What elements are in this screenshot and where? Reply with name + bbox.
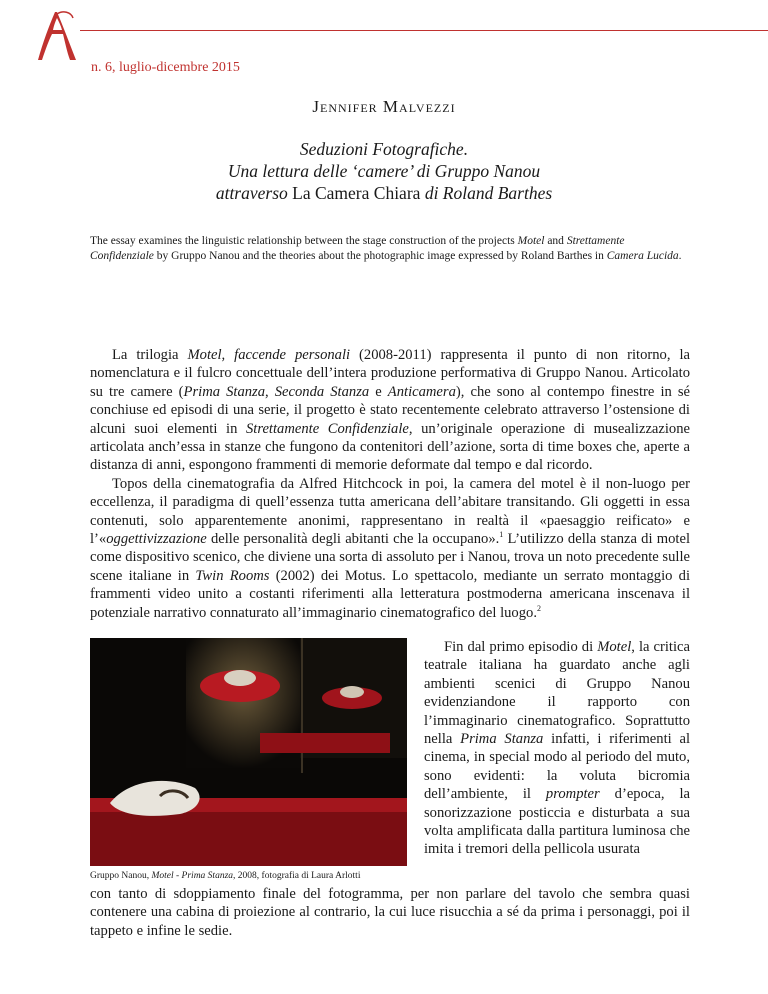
abstract-italic: Camera Lucida — [606, 250, 679, 262]
stage-photo — [90, 638, 407, 866]
footnote-ref[interactable]: 2 — [536, 603, 541, 613]
text: con tanto di sdoppiamento finale del fotogramma, per non parlare del tavolo che sembra quasi contenere una cabina di proiezione al contrario, la cui luce risucchia a sé da prima i personaggi, poi il tappeto e infine le sedie. — [90, 886, 690, 939]
header-rule — [80, 30, 768, 31]
text: , la critica teatrale italiana ha guardato anche agli ambienti scenici di Gruppo Nanou evidenziandone il rapporto con l’immaginario cinematografico. Soprattutto nella — [424, 639, 690, 748]
title-line-3-a: attraverso — [215, 183, 288, 203]
paragraph-3-tail — [90, 885, 690, 940]
text: infatti, i riferimenti al cinema, in special modo al periodo del muto, sono evidenti: la voluta bicromia dell’ambiente, il — [424, 731, 690, 803]
footnote-ref[interactable]: 1 — [499, 530, 504, 540]
figure-caption — [90, 871, 360, 881]
title-line-3 — [0, 182, 768, 204]
text: d’epoca, la sonorizzazione posticcia e disturbata a sua volta amplificata dalla partitura luminosa che imita i tremori della pellicola usurata — [424, 786, 690, 858]
paragraph-3-wrap — [424, 638, 690, 859]
journal-logo-icon — [35, 8, 79, 62]
text: , un’originale operazione di musealizzazione articolata anch’essa in stanze che fungono da contenitori dell’azione, sorta di time boxes che, aperte a distanza di anni, espongono frammenti di memorie deformate dal tempo e dal ricordo. — [90, 420, 690, 474]
text-italic: Seconda Stanza — [274, 383, 370, 400]
paragraph-1 — [90, 346, 690, 475]
caption-italic: Motel - Prima Stanza — [151, 871, 234, 881]
text-italic: Prima Stanza — [460, 731, 544, 748]
abstract-italic: Strettamente Confidenziale — [90, 235, 625, 262]
abstract-text: The essay examines the linguistic relationship between the stage construction of the projects — [90, 235, 518, 247]
caption-text: Gruppo Nanou, — [90, 871, 152, 881]
caption-text: , 2008, fotografia di Laura Arlotti — [233, 871, 361, 881]
body-paragraphs — [90, 346, 690, 622]
text-italic: Strettamente Confidenziale — [245, 420, 409, 437]
abstract-text: by Gruppo Nanou and the theories about the photographic image expressed by Roland Barthes in — [153, 250, 607, 262]
author-name: Jennifer Malvezzi — [312, 97, 456, 116]
text: ), che sono al contempo finestre in sé conchiuse ed episodi di una serie, il progetto è stato recentemente celebrato attraverso l’ostensione di alcuni suoi elementi in — [90, 383, 691, 437]
article-title — [0, 138, 768, 204]
paragraph-2 — [90, 475, 690, 622]
text-italic: Twin Rooms — [195, 567, 270, 584]
text: La trilogia — [112, 347, 188, 363]
text-italic: oggettivizzazione — [106, 531, 207, 548]
text-italic: prompter — [545, 786, 600, 803]
text: , — [265, 383, 275, 400]
text-italic: Prima Stanza — [183, 383, 266, 400]
title-line-1: Seduzioni Fotografiche. — [299, 139, 469, 159]
text-italic: Anticamera — [387, 383, 456, 400]
text-italic: Motel — [597, 639, 632, 655]
text: L’utilizzo della stanza di motel come dispositivo scenico, che diviene una sorta di assoluto per i Nanou, trova un noto precedente sulle scene italiane in — [90, 531, 690, 584]
abstract — [90, 234, 690, 264]
text: delle personalità degli abitanti che la occupano». — [206, 531, 500, 548]
abstract-text: . — [678, 250, 682, 262]
text: e — [369, 383, 388, 400]
text: (2002) dei Motus. Lo spettacolo, mediante un serrato montaggio di frammenti video unito a costanti riferimenti alla letteratura postmoderna americana inscenava il potenziale narrativo connaturato all’immaginario cinematografico del luogo. — [90, 567, 690, 621]
text: (2008-2011) rappresenta il punto di non ritorno, la nomenclatura e il fulcro concettuale dell’intera produzione performativa di Gruppo Nanou. Articolato su tre camere ( — [90, 347, 690, 400]
text: Fin dal primo episodio di — [444, 639, 598, 655]
title-line-3-b: La Camera Chiara — [292, 183, 421, 203]
title-line-2: Una lettura delle ‘camere’ di Gruppo Nanou — [227, 161, 541, 181]
text-italic: Motel, faccende personali — [187, 347, 351, 363]
abstract-text: and — [544, 235, 567, 247]
issue-number: n. 6, luglio-dicembre 2015 — [91, 60, 240, 75]
text: Topos della cinematografia da Alfred Hitchcock in poi, la camera del motel è il non-luogo per eccellenza, il paradigma di quell’essenza tutta americana dell’abitare transitando. Gli oggetti in essa contenuti, solo apparentemente anonimi, rappresentano in realtà il «paesaggio reificato» e l’« — [90, 475, 690, 548]
title-line-3-c: di Roland Barthes — [424, 183, 553, 203]
abstract-italic: Motel — [517, 235, 545, 247]
